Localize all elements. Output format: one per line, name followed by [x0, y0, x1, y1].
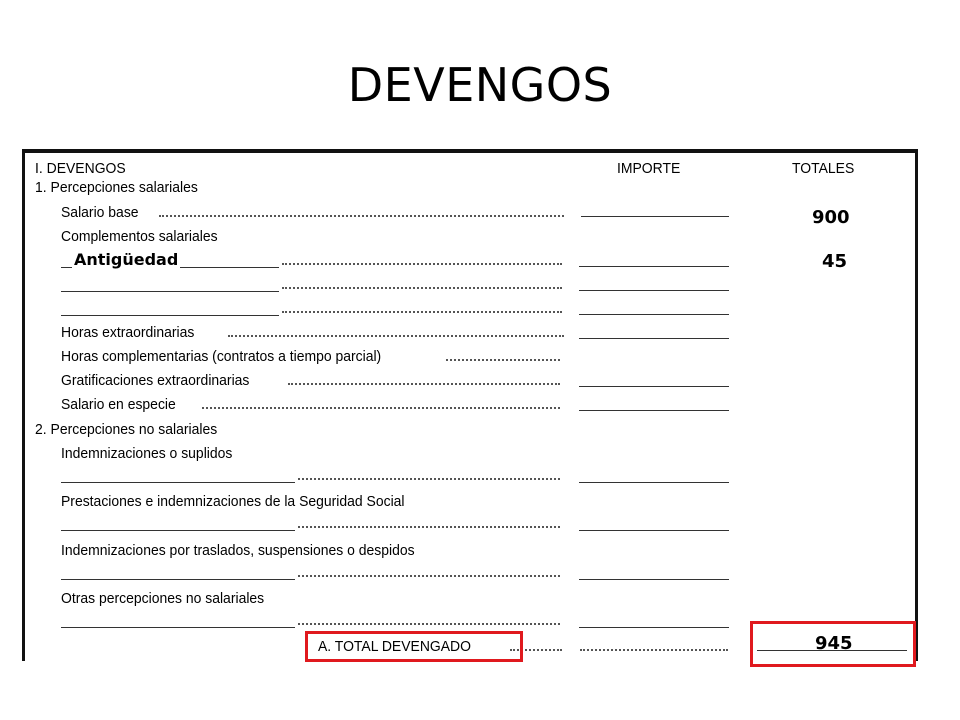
blank-concept-line	[61, 315, 279, 316]
form-top-border	[22, 149, 918, 153]
form-left-border	[22, 149, 25, 661]
blank-concept-line	[61, 530, 295, 531]
blank-concept-line	[61, 291, 279, 292]
label-indemnizaciones-suplidos: Indemnizaciones o suplidos	[61, 445, 233, 462]
label-gratificaciones: Gratificaciones extraordinarias	[61, 372, 250, 389]
importe-line	[581, 216, 729, 217]
column-header-importe: IMPORTE	[617, 160, 681, 177]
total-devengado-value: 945	[815, 633, 853, 654]
leader-dots	[298, 478, 560, 480]
payroll-form	[22, 149, 918, 661]
label-salario-base: Salario base	[61, 204, 139, 221]
group-percepciones-salariales: 1. Percepciones salariales	[35, 179, 198, 196]
total-label-highlight	[305, 631, 523, 662]
importe-line	[579, 386, 729, 387]
slide-title: DEVENGOS	[347, 58, 613, 112]
blank-concept-line	[61, 579, 295, 580]
importe-line	[579, 627, 729, 628]
leader-dots	[282, 287, 562, 289]
leader-dots	[202, 407, 560, 409]
leader-dots	[580, 649, 728, 651]
label-prestaciones: Prestaciones e indemnizaciones de la Seguridad Social	[61, 493, 405, 510]
label-complementos: Complementos salariales	[61, 228, 218, 245]
importe-line	[579, 530, 729, 531]
importe-line	[579, 338, 729, 339]
label-horas-complementarias: Horas complementarias (contratos a tiempo parcial)	[61, 348, 382, 365]
leader-dots	[446, 359, 560, 361]
antiguedad-total: 45	[822, 251, 848, 272]
form-right-border	[915, 149, 918, 661]
importe-line	[579, 482, 729, 483]
leader-dots	[298, 623, 560, 625]
importe-line	[579, 266, 729, 267]
leader-dots	[282, 311, 562, 313]
leader-dots	[298, 575, 560, 577]
antiguedad-annotation: Antigüedad	[74, 250, 179, 269]
leader-dots	[282, 263, 562, 265]
salario-base-total: 900	[812, 207, 850, 228]
leader-dots	[288, 383, 560, 385]
label-traslados: Indemnizaciones por traslados, suspensiones o despidos	[61, 542, 415, 559]
label-horas-extraordinarias: Horas extraordinarias	[61, 324, 195, 341]
label-otras-percepciones: Otras percepciones no salariales	[61, 590, 265, 607]
importe-line	[579, 410, 729, 411]
group-percepciones-no-salariales: 2. Percepciones no salariales	[35, 421, 218, 438]
importe-line	[579, 290, 729, 291]
leader-dots	[159, 215, 564, 217]
column-header-totales: TOTALES	[792, 160, 855, 177]
label-total-devengado: A. TOTAL DEVENGADO	[318, 638, 471, 655]
leader-dots	[298, 526, 560, 528]
blank-concept-line	[61, 627, 295, 628]
leader-dots	[228, 335, 564, 337]
label-salario-especie: Salario en especie	[61, 396, 176, 413]
importe-line	[579, 314, 729, 315]
blank-concept-line	[61, 482, 295, 483]
section-heading: I. DEVENGOS	[35, 160, 126, 177]
importe-line	[579, 579, 729, 580]
